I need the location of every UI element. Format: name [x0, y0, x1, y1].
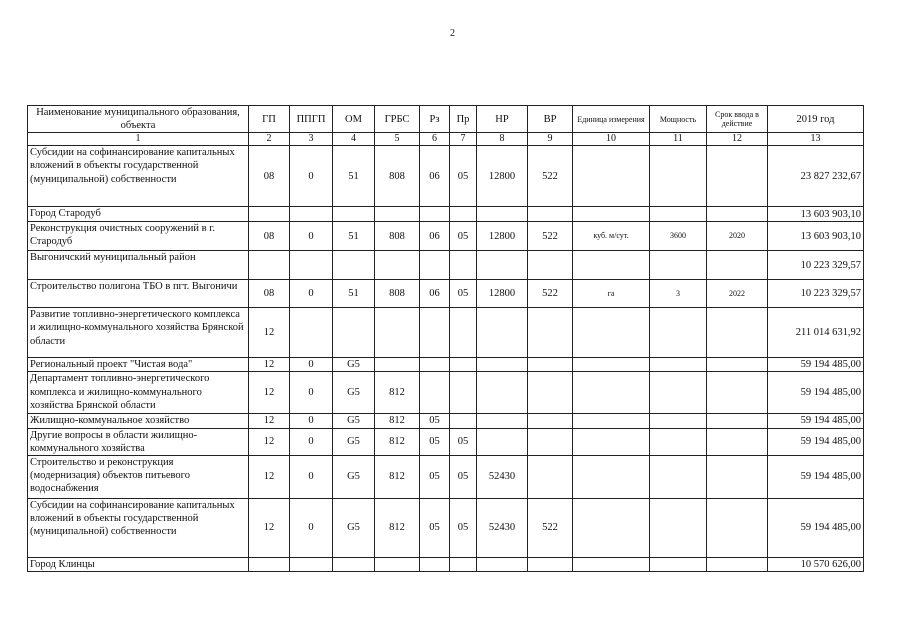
table-cell: G5 [333, 372, 375, 414]
column-number: 5 [375, 133, 420, 146]
table-cell: 12 [249, 455, 290, 498]
object-name-cell: Департамент топливно-энергетического комплекса и жилищно-коммунального хозяйства Брянской области [28, 372, 249, 414]
table-cell [707, 372, 768, 414]
header-year-2019: 2019 год [768, 106, 864, 133]
header-ppgp: ППГП [290, 106, 333, 133]
page-number: 2 [450, 28, 455, 39]
table-cell: 812 [375, 428, 420, 455]
table-cell [573, 414, 650, 428]
table-cell [450, 414, 477, 428]
table-cell [450, 372, 477, 414]
table-cell [573, 358, 650, 372]
table-cell [707, 308, 768, 358]
table-cell: га [573, 280, 650, 308]
object-name-cell: Региональный проект "Чистая вода" [28, 358, 249, 372]
column-number: 7 [450, 133, 477, 146]
table-cell [477, 358, 528, 372]
table-header-row [28, 106, 864, 133]
table-cell [333, 308, 375, 358]
table-cell: 0 [290, 428, 333, 455]
table-row [28, 557, 864, 571]
table-cell [573, 498, 650, 557]
table-cell [707, 146, 768, 207]
table-row [28, 455, 864, 498]
amount-cell: 59 194 485,00 [768, 372, 864, 414]
table-cell [333, 557, 375, 571]
table-cell [528, 455, 573, 498]
table-cell [650, 146, 707, 207]
table-cell: 812 [375, 498, 420, 557]
table-cell: 0 [290, 455, 333, 498]
table-cell [249, 557, 290, 571]
table-cell [650, 498, 707, 557]
table-cell [249, 251, 290, 280]
budget-table [27, 105, 864, 572]
table-cell: G5 [333, 498, 375, 557]
table-cell [290, 557, 333, 571]
table-cell: 0 [290, 358, 333, 372]
table-cell: 3600 [650, 222, 707, 251]
table-cell: 0 [290, 280, 333, 308]
table-cell: 812 [375, 414, 420, 428]
table-cell [450, 557, 477, 571]
table-cell [528, 428, 573, 455]
table-cell: 0 [290, 414, 333, 428]
table-cell [528, 372, 573, 414]
header-vr: ВР [528, 106, 573, 133]
table-cell [650, 372, 707, 414]
table-cell: 51 [333, 146, 375, 207]
table-cell: 12 [249, 498, 290, 557]
table-cell [249, 207, 290, 222]
table-cell [375, 557, 420, 571]
table-cell [450, 358, 477, 372]
table-cell [477, 557, 528, 571]
table-cell [477, 428, 528, 455]
table-cell [573, 428, 650, 455]
object-name-cell: Другие вопросы в области жилищно-коммунального хозяйства [28, 428, 249, 455]
table-cell [477, 207, 528, 222]
table-cell [420, 308, 450, 358]
table-row [28, 146, 864, 207]
table-cell [528, 414, 573, 428]
table-cell [477, 414, 528, 428]
table-cell: 05 [450, 498, 477, 557]
table-cell [375, 207, 420, 222]
table-cell [420, 358, 450, 372]
table-cell [450, 308, 477, 358]
amount-cell: 10 570 626,00 [768, 557, 864, 571]
table-cell [528, 308, 573, 358]
table-cell: 08 [249, 146, 290, 207]
table-cell: 522 [528, 280, 573, 308]
table-cell [450, 207, 477, 222]
header-grbs: ГРБС [375, 106, 420, 133]
column-number: 11 [650, 133, 707, 146]
amount-cell: 59 194 485,00 [768, 498, 864, 557]
header-capacity: Мощность [650, 106, 707, 133]
header-pr: Пр [450, 106, 477, 133]
table-cell [707, 455, 768, 498]
table-cell [650, 428, 707, 455]
table-cell: 812 [375, 455, 420, 498]
table-cell [290, 251, 333, 280]
table-row [28, 207, 864, 222]
table-cell [650, 308, 707, 358]
table-cell: 0 [290, 222, 333, 251]
table-row [28, 222, 864, 251]
column-number: 4 [333, 133, 375, 146]
table-cell: 812 [375, 372, 420, 414]
amount-cell: 59 194 485,00 [768, 414, 864, 428]
table-cell: 3 [650, 280, 707, 308]
table-cell: 808 [375, 146, 420, 207]
table-cell [420, 557, 450, 571]
table-cell: куб. м/сут. [573, 222, 650, 251]
amount-cell: 10 223 329,57 [768, 251, 864, 280]
table-cell: 08 [249, 280, 290, 308]
table-cell: 51 [333, 222, 375, 251]
object-name-cell: Субсидии на софинансирование капитальных вложений в объекты государственной (муниципальной) собственности [28, 146, 249, 207]
column-number: 8 [477, 133, 528, 146]
table-cell: 808 [375, 280, 420, 308]
table-cell [707, 557, 768, 571]
table-cell [573, 308, 650, 358]
table-cell [333, 207, 375, 222]
header-commission-date: Срок ввода в действие [707, 106, 768, 133]
column-number: 12 [707, 133, 768, 146]
table-cell: G5 [333, 428, 375, 455]
table-cell: 08 [249, 222, 290, 251]
column-number: 3 [290, 133, 333, 146]
table-cell: 05 [450, 280, 477, 308]
table-cell [477, 251, 528, 280]
table-cell: 12800 [477, 280, 528, 308]
table-cell [707, 358, 768, 372]
table-cell: 808 [375, 222, 420, 251]
table-cell [333, 251, 375, 280]
table-cell: 522 [528, 146, 573, 207]
table-cell [573, 207, 650, 222]
table-cell [650, 455, 707, 498]
table-cell: 05 [420, 428, 450, 455]
table-cell: 05 [450, 146, 477, 207]
table-cell: G5 [333, 358, 375, 372]
table-cell: 522 [528, 498, 573, 557]
header-unit: Единица измерения [573, 106, 650, 133]
object-name-cell: Строительство полигона ТБО в пгт. Выгоничи [28, 280, 249, 308]
header-nr: НР [477, 106, 528, 133]
table-cell: 0 [290, 372, 333, 414]
header-rz: Рз [420, 106, 450, 133]
table-cell: 522 [528, 222, 573, 251]
table-cell: 12 [249, 428, 290, 455]
amount-cell: 23 827 232,67 [768, 146, 864, 207]
amount-cell: 10 223 329,57 [768, 280, 864, 308]
table-cell [528, 557, 573, 571]
table-cell: G5 [333, 455, 375, 498]
table-cell [477, 372, 528, 414]
object-name-cell: Субсидии на софинансирование капитальных вложений в объекты государственной (муниципальной) собственности [28, 498, 249, 557]
column-numbers-row [28, 133, 864, 146]
amount-cell: 13 603 903,10 [768, 207, 864, 222]
column-number: 6 [420, 133, 450, 146]
table-cell: 05 [420, 414, 450, 428]
table-cell [650, 358, 707, 372]
table-cell [573, 251, 650, 280]
table-cell: 2020 [707, 222, 768, 251]
table-cell [707, 498, 768, 557]
table-cell [420, 207, 450, 222]
amount-cell: 59 194 485,00 [768, 358, 864, 372]
table-cell [707, 207, 768, 222]
column-number: 13 [768, 133, 864, 146]
table-cell: 12 [249, 414, 290, 428]
table-cell: 12 [249, 372, 290, 414]
table-row [28, 498, 864, 557]
table-cell [375, 308, 420, 358]
table-cell: 05 [450, 428, 477, 455]
table-cell: 0 [290, 498, 333, 557]
object-name-cell: Реконструкция очистных сооружений в г. Стародуб [28, 222, 249, 251]
table-cell [707, 414, 768, 428]
table-cell [375, 358, 420, 372]
table-cell [450, 251, 477, 280]
table-cell: 05 [450, 455, 477, 498]
table-cell [650, 251, 707, 280]
table-cell: G5 [333, 414, 375, 428]
table-cell [707, 251, 768, 280]
table-row [28, 414, 864, 428]
object-name-cell: Развитие топливно-энергетического комплекса и жилищно-коммунального хозяйства Брянской области [28, 308, 249, 358]
table-row [28, 358, 864, 372]
object-name-cell: Город Клинцы [28, 557, 249, 571]
header-gp: ГП [249, 106, 290, 133]
table-row [28, 280, 864, 308]
column-number: 10 [573, 133, 650, 146]
amount-cell: 59 194 485,00 [768, 428, 864, 455]
table-row [28, 308, 864, 358]
table-cell: 0 [290, 146, 333, 207]
table-cell [573, 372, 650, 414]
table-cell: 05 [420, 455, 450, 498]
table-cell: 06 [420, 146, 450, 207]
table-cell [528, 358, 573, 372]
table-cell [528, 207, 573, 222]
table-cell: 52430 [477, 498, 528, 557]
table-row [28, 372, 864, 414]
table-cell [290, 308, 333, 358]
table-cell: 05 [420, 498, 450, 557]
table-cell: 12800 [477, 222, 528, 251]
table-cell [650, 207, 707, 222]
column-number: 2 [249, 133, 290, 146]
amount-cell: 13 603 903,10 [768, 222, 864, 251]
table-cell: 06 [420, 280, 450, 308]
table-cell [420, 372, 450, 414]
table-cell [528, 251, 573, 280]
table-cell: 06 [420, 222, 450, 251]
table-cell: 52430 [477, 455, 528, 498]
table-row [28, 251, 864, 280]
table-cell: 51 [333, 280, 375, 308]
table-cell: 05 [450, 222, 477, 251]
table-cell [420, 251, 450, 280]
table-cell [573, 146, 650, 207]
table-cell [650, 414, 707, 428]
header-om: ОМ [333, 106, 375, 133]
table-cell [707, 428, 768, 455]
table-cell: 12800 [477, 146, 528, 207]
amount-cell: 211 014 631,92 [768, 308, 864, 358]
column-number: 9 [528, 133, 573, 146]
table-cell: 2022 [707, 280, 768, 308]
column-number: 1 [28, 133, 249, 146]
object-name-cell: Город Стародуб [28, 207, 249, 222]
table-cell: 12 [249, 308, 290, 358]
table-cell [375, 251, 420, 280]
table-cell [573, 455, 650, 498]
header-name: Наименование муниципального образования, объекта [28, 106, 249, 133]
table-row [28, 428, 864, 455]
table-cell [477, 308, 528, 358]
object-name-cell: Жилищно-коммунальное хозяйство [28, 414, 249, 428]
table-cell: 12 [249, 358, 290, 372]
table-cell [573, 557, 650, 571]
table-cell [650, 557, 707, 571]
table-cell [290, 207, 333, 222]
amount-cell: 59 194 485,00 [768, 455, 864, 498]
object-name-cell: Выгоничский муниципальный район [28, 251, 249, 280]
object-name-cell: Строительство и реконструкция (модернизация) объектов питьевого водоснабжения [28, 455, 249, 498]
